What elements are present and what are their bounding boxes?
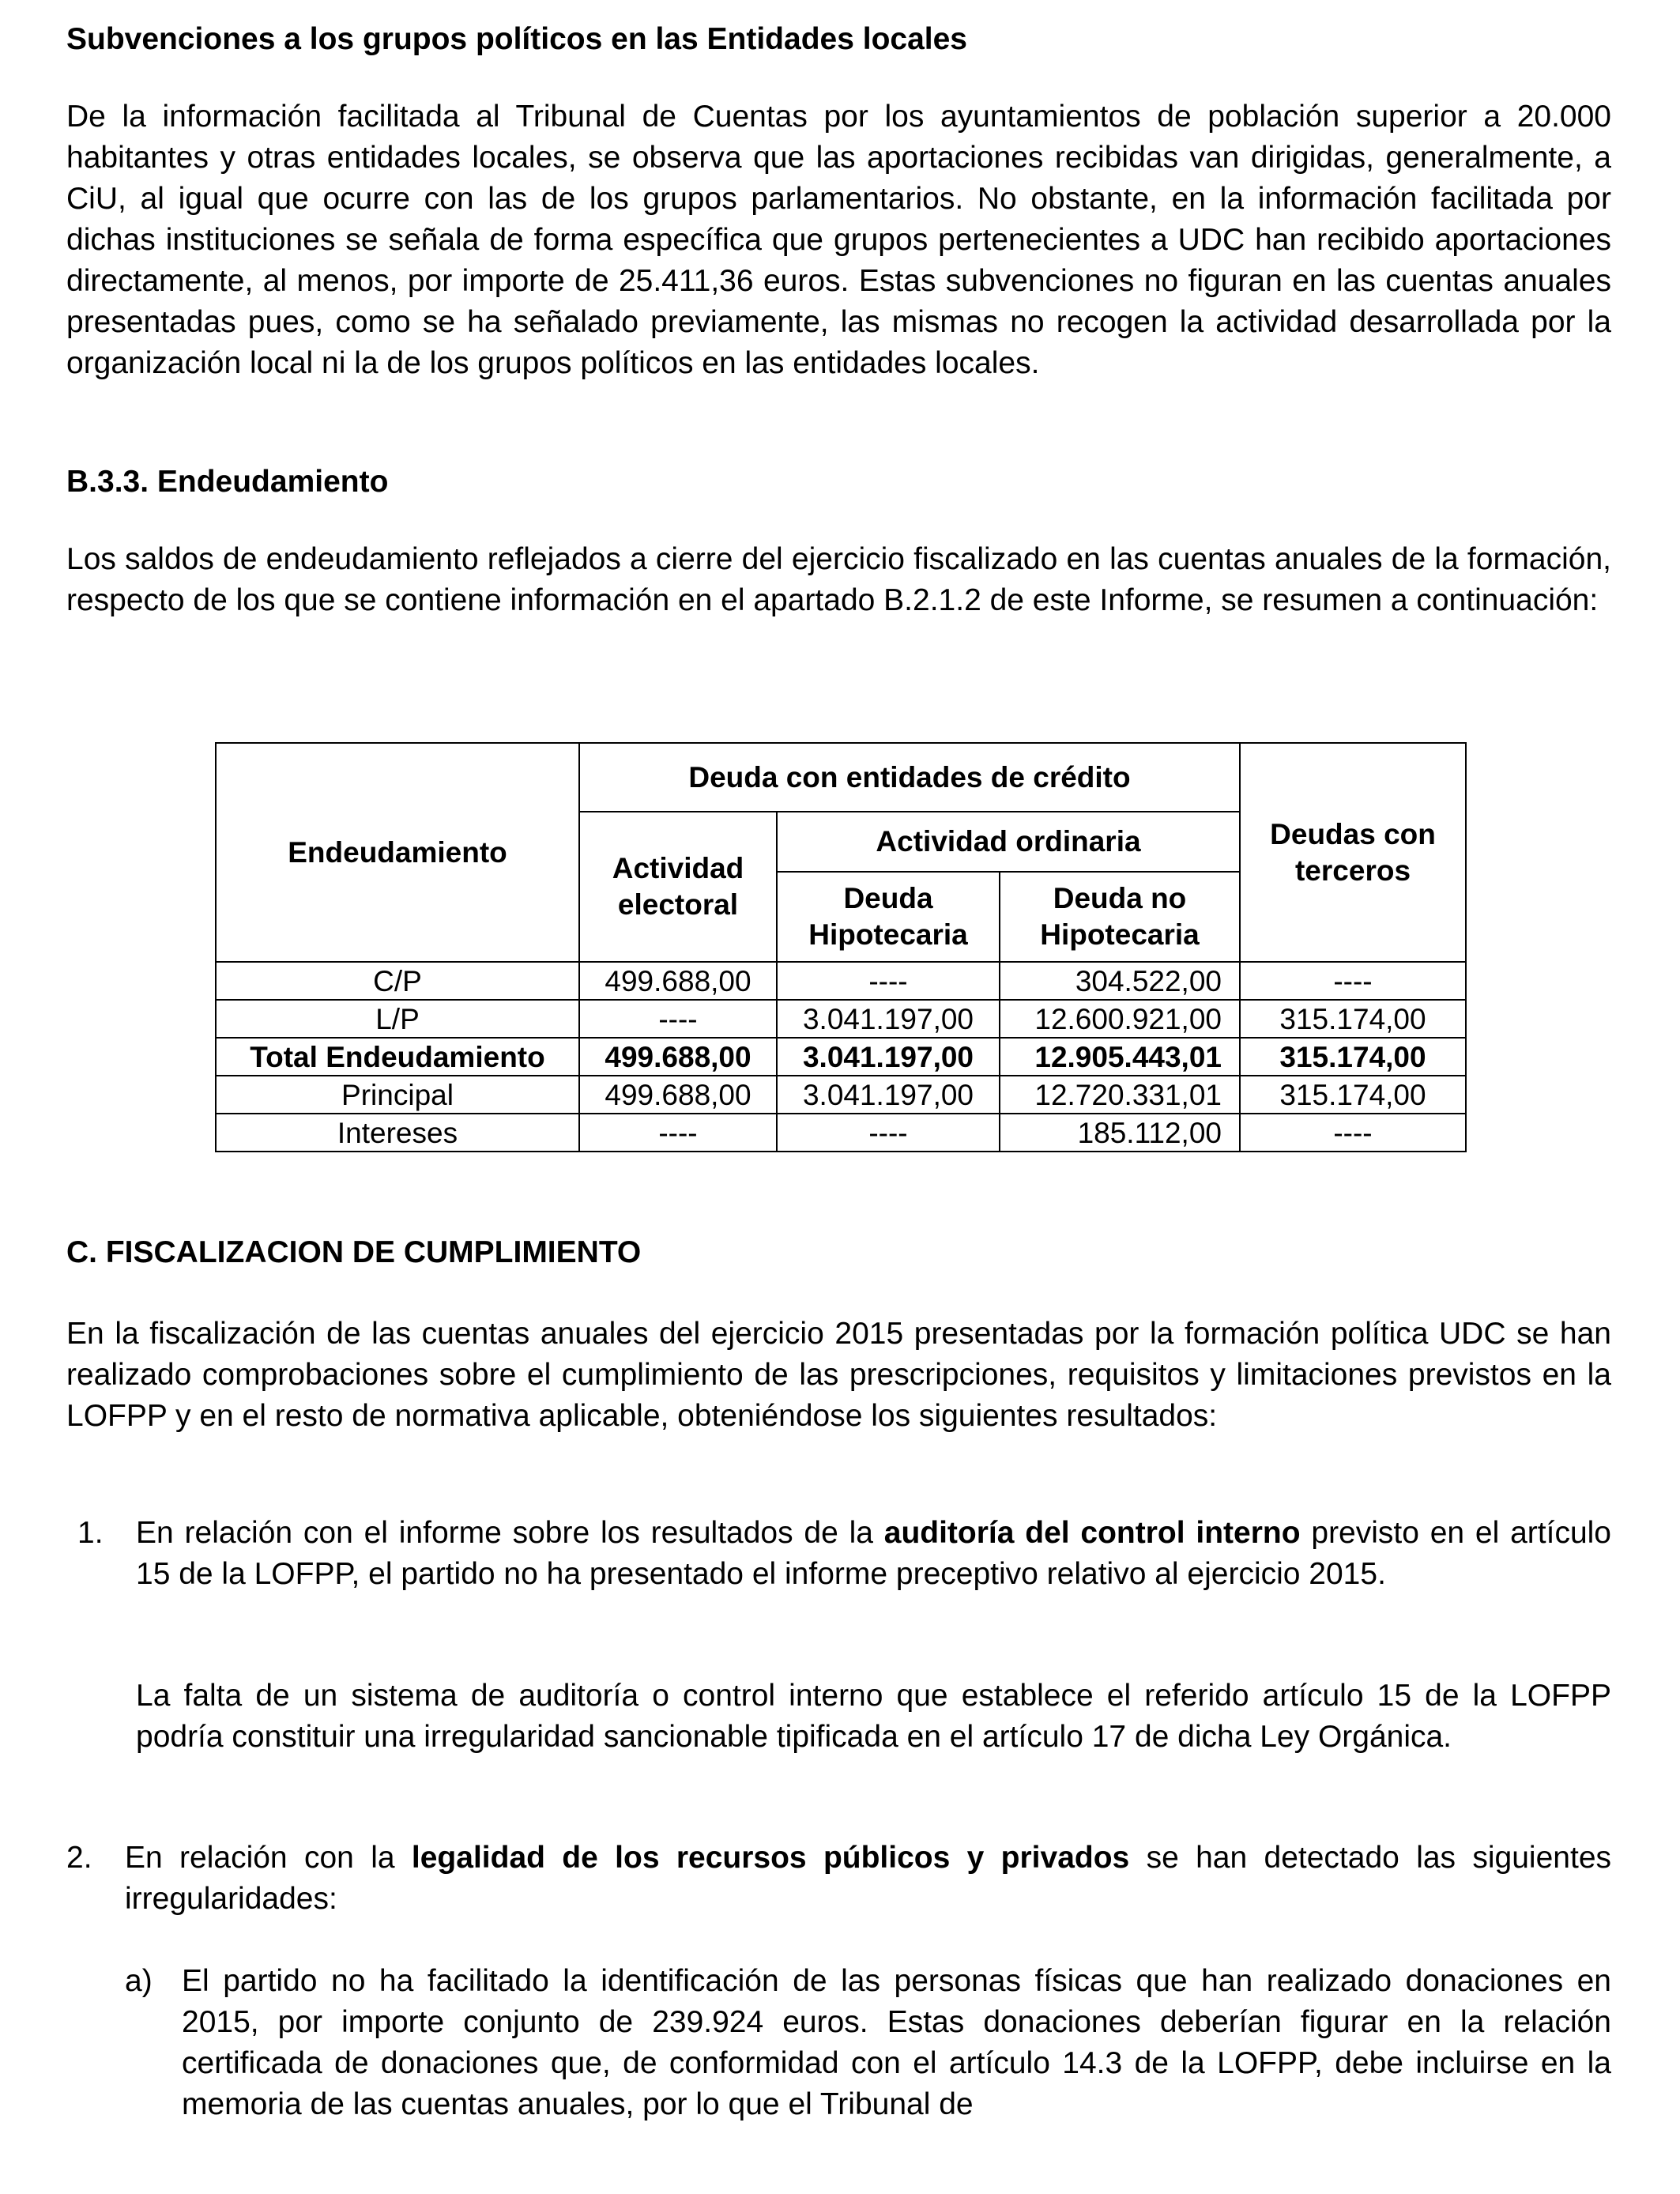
sub-item-a-marker: a): [125, 1964, 153, 1998]
list-item-1-text-end: previsto en el artículo 15 de la LOFPP, el partido no ha presentado el informe preceptivo relativo al ejercicio 2015.: [136, 1516, 1611, 1591]
compliance-heading: C. FISCALIZACION DE CUMPLIMIENTO: [66, 1235, 642, 1269]
cell-mortgage: 3.041.197,00: [777, 1000, 1000, 1038]
cell-third: 315.174,00: [1240, 1076, 1466, 1114]
cell-electoral: 499.688,00: [579, 1038, 777, 1076]
list-item-1-text-start: En relación con el informe sobre los resultados de la: [136, 1516, 884, 1550]
debt-table: [215, 742, 1467, 1152]
list-item-1-text: [136, 1513, 1611, 1595]
cell-third: ----: [1240, 1114, 1466, 1152]
header-ordinary: Actividad ordinaria: [777, 812, 1240, 872]
list-item-2-text-end: se han detectado las siguientes irregularidades:: [125, 1841, 1612, 1916]
sub-item-a-text: El partido no ha facilitado la identificación de las personas físicas que han realizado donaciones en 2015, por importe conjunto de 239.924 euros. Estas donaciones deberían figurar en la relación certificada de donaciones que, de conformidad con el artículo 14.3 de la LOFPP, debe incluirse en la memoria de las cuentas anuales, por lo que el Tribunal de: [182, 1964, 1611, 2121]
list-item-2-bold: legalidad de los recursos públicos y privados: [411, 1841, 1130, 1875]
list-item-2-text-start: En relación con la: [125, 1841, 412, 1875]
header-third-parties: Deudas con terceros: [1240, 743, 1466, 962]
cell-third: ----: [1240, 962, 1466, 1000]
header-electoral: Actividad electoral: [579, 812, 777, 962]
cell-non-mortgage: 12.905.443,01: [1000, 1038, 1240, 1076]
table-row-total: [216, 1038, 1466, 1076]
cell-mortgage: ----: [777, 962, 1000, 1000]
cell-non-mortgage: 304.522,00: [1000, 962, 1240, 1000]
cell-third: 315.174,00: [1240, 1000, 1466, 1038]
table-header-row-1: [216, 743, 1466, 812]
cell-non-mortgage: 185.112,00: [1000, 1114, 1240, 1152]
cell-non-mortgage: 12.600.921,00: [1000, 1000, 1240, 1038]
list-item-2-marker: 2.: [66, 1841, 92, 1875]
cell-electoral: ----: [579, 1114, 777, 1152]
debt-paragraph: Los saldos de endeudamiento reflejados a cierre del ejercicio fiscalizado en las cuentas anuales de la formación, respecto de los que se contiene información en el apartado B.2.1.2 de este Informe, se resumen a continuación:: [66, 542, 1611, 617]
list-item-1-paragraph-2: La falta de un sistema de auditoría o control interno que establece el referido artículo 15 de la LOFPP podría constituir una irregularidad sancionable tipificada en el artículo 17 de dicha Ley Orgánica.: [136, 1679, 1611, 1754]
row-label: Principal: [216, 1076, 579, 1114]
header-mortgage: Deuda Hipotecaria: [777, 872, 1000, 962]
cell-mortgage: ----: [777, 1114, 1000, 1152]
row-label: Total Endeudamiento: [216, 1038, 579, 1076]
header-endeudamiento: Endeudamiento: [216, 743, 579, 962]
subsidies-paragraph: De la información facilitada al Tribunal de Cuentas por los ayuntamientos de población superior a 20.000 habitantes y otras entidades locales, se observa que las aportaciones recibidas van dirigidas, generalmente, a CiU, al igual que ocurre con las de los grupos parlamentarios. No obstante, en la información facilitada por dichas instituciones se señala de forma específica que grupos pertenecientes a UDC han recibido aportaciones directamente, al menos, por importe de 25.411,36 euros. Estas subvenciones no figuran en las cuentas anuales presentadas pues, como se ha señalado previamente, las mismas no recogen la actividad desarrollada por la organización local ni la de los grupos políticos en las entidades locales.: [66, 100, 1611, 380]
cell-electoral: 499.688,00: [579, 962, 777, 1000]
row-label: L/P: [216, 1000, 579, 1038]
cell-electoral: 499.688,00: [579, 1076, 777, 1114]
header-credit-entities: Deuda con entidades de crédito: [579, 743, 1240, 812]
row-label: C/P: [216, 962, 579, 1000]
table-row: [216, 962, 1466, 1000]
cell-electoral: ----: [579, 1000, 777, 1038]
cell-non-mortgage: 12.720.331,01: [1000, 1076, 1240, 1114]
cell-mortgage: 3.041.197,00: [777, 1038, 1000, 1076]
table-row: [216, 1114, 1466, 1152]
row-label: Intereses: [216, 1114, 579, 1152]
header-non-mortgage: Deuda no Hipotecaria: [1000, 872, 1240, 962]
compliance-paragraph: En la fiscalización de las cuentas anuales del ejercicio 2015 presentadas por la formación política UDC se han realizado comprobaciones sobre el cumplimiento de las prescripciones, requisitos y limitaciones previstos en la LOFPP y en el resto de normativa aplicable, obteniéndose los siguientes resultados:: [66, 1317, 1611, 1433]
list-item-1-marker: 1.: [77, 1516, 104, 1550]
table-row: [216, 1076, 1466, 1114]
list-item-2-text: [125, 1838, 1611, 1920]
table-row: [216, 1000, 1466, 1038]
cell-third: 315.174,00: [1240, 1038, 1466, 1076]
debt-heading: B.3.3. Endeudamiento: [66, 465, 389, 499]
list-item-1-bold: auditoría del control interno: [883, 1516, 1301, 1550]
cell-mortgage: 3.041.197,00: [777, 1076, 1000, 1114]
subsidies-heading: Subvenciones a los grupos políticos en las Entidades locales: [66, 22, 967, 56]
